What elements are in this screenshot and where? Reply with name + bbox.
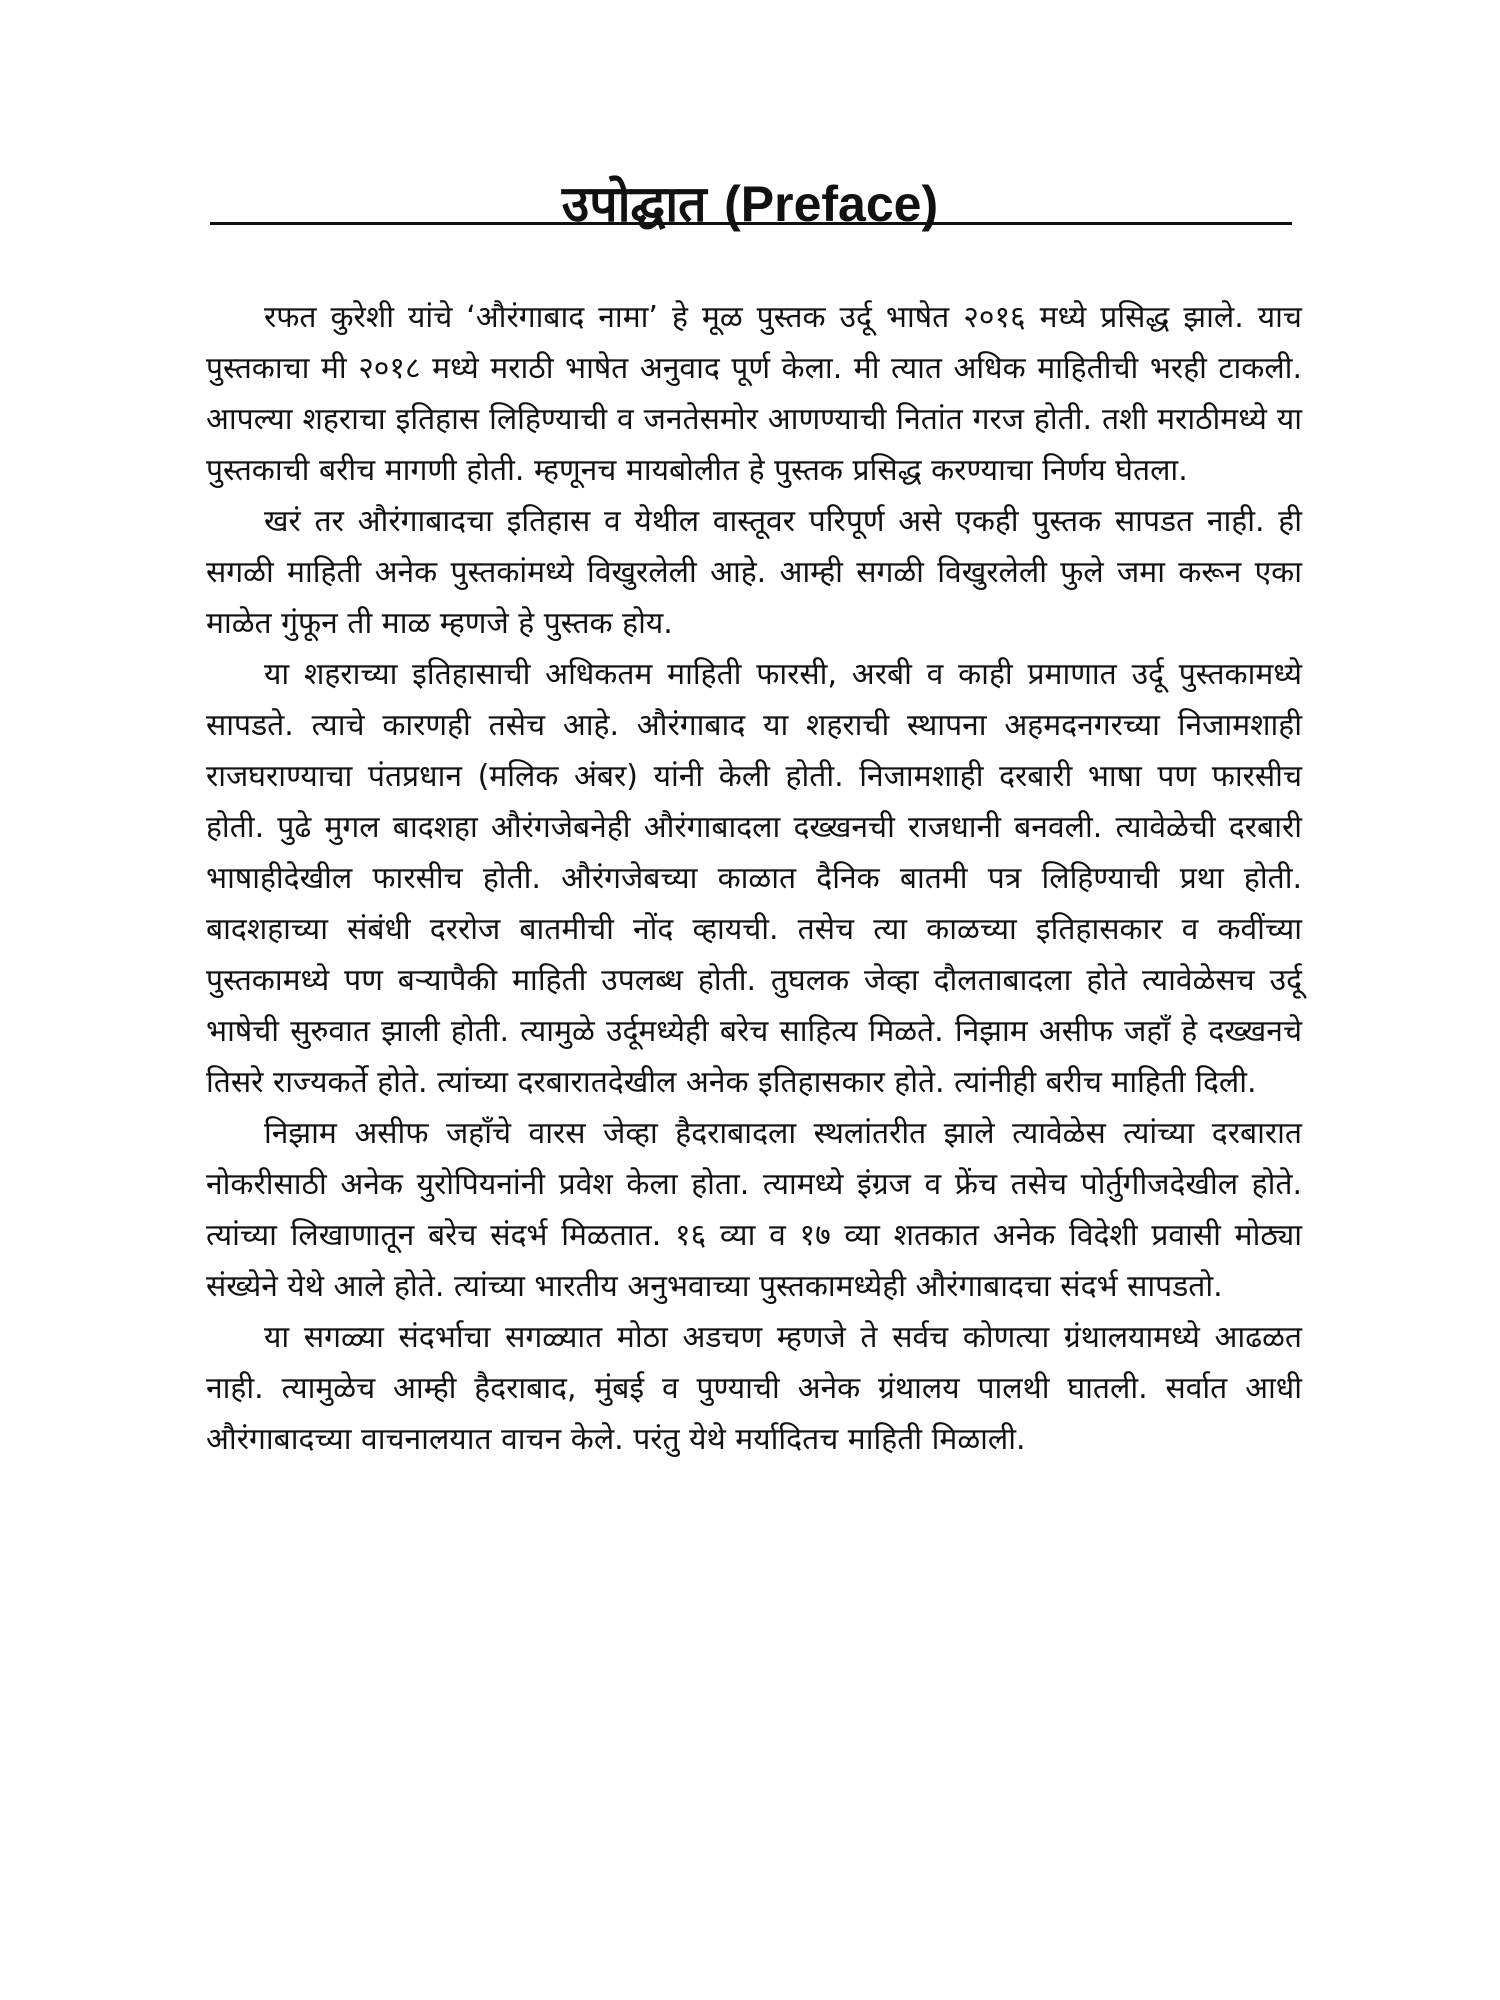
preface-body — [206, 292, 1302, 1465]
title-divider — [210, 222, 1292, 225]
paragraph: रफत कुरेशी यांचे ‘औरंगाबाद नामा’ हे मूळ पुस्तक उर्दू भाषेत २०१६ मध्ये प्रसिद्ध झाले. याच पुस्तकाचा मी २०१८ मध्ये मराठी भाषेत अनुवाद पूर्ण केला. मी त्यात अधिक माहितीची भरही टाकली. आपल्या शहराचा इतिहास लिहिण्याची व जनतेसमोर आणण्याची नितांत गरज होती. तशी मराठीमध्ये या पुस्तकाची बरीच मागणी होती. म्हणूनच मायबोलीत हे पुस्तक प्रसिद्ध करण्याचा निर्णय घेतला. — [206, 300, 1302, 488]
page-title — [0, 172, 1500, 236]
paragraph: निझाम असीफ जहाँचे वारस जेव्हा हैदराबादला स्थलांतरीत झाले त्यावेळेस त्यांच्या दरबारात नोकरीसाठी अनेक युरोपियनांनी प्रवेश केला होता. त्यामध्ये इंग्रज व फ्रेंच तसेच पोर्तुगीजदेखील होते. त्यांच्या लिखाणातून बरेच संदर्भ मिळतात. १६ व्या व १७ व्या शतकात अनेक विदेशी प्रवासी मोठ्या संख्येने येथे आले होते. त्यांच्या भारतीय अनुभवाच्या पुस्तकामध्येही औरंगाबादचा संदर्भ सापडतो. — [206, 1116, 1302, 1304]
paragraph: या शहराच्या इतिहासाची अधिकतम माहिती फारसी, अरबी व काही प्रमाणात उर्दू पुस्तकामध्ये सापडते. त्याचे कारणही तसेच आहे. औरंगाबाद या शहराची स्थापना अहमदनगरच्या निजामशाही राजघराण्याचा पंतप्रधान (मलिक अंबर) यांनी केली होती. निजामशाही दरबारी भाषा पण फारसीच होती. पुढे मुगल बादशहा औरंगजेबनेही औरंगाबादला दख्खनची राजधानी बनवली. त्यावेळेची दरबारी भाषाहीदेखील फारसीच होती. औरंगजेबच्या काळात दैनिक बातमी पत्र लिहिण्याची प्रथा होती. बादशहाच्या संबंधी दररोज बातमीची नोंद व्हायची. तसेच त्या काळच्या इतिहासकार व कवींच्या पुस्तकामध्ये पण बऱ्यापैकी माहिती उपलब्ध होती. तुघलक जेव्हा दौलताबादला होते त्यावेळेसच उर्दू भाषेची सुरुवात झाली होती. त्यामुळे उर्दूमध्येही बरेच साहित्य मिळते. निझाम असीफ जहाँ हे दख्खनचे तिसरे राज्यकर्ते होते. त्यांच्या दरबारातदेखील अनेक इतिहासकार होते. त्यांनीही बरीच माहिती दिली. — [206, 657, 1302, 1100]
title-marathi: उपोद्घात — [561, 174, 707, 233]
paragraph: खरं तर औरंगाबादचा इतिहास व येथील वास्तूवर परिपूर्ण असे एकही पुस्तक सापडत नाही. ही सगळी माहिती अनेक पुस्तकांमध्ये विखुरलेली आहे. आम्ही सगळी विखुरलेली फुले जमा करून एका माळेत गुंफून ती माळ म्हणजे हे पुस्तक होय. — [206, 504, 1302, 641]
title-english: (Preface) — [724, 175, 939, 232]
paragraph: या सगळ्या संदर्भाचा सगळ्यात मोठा अडचण म्हणजे ते सर्वच कोणत्या ग्रंथालयामध्ये आढळत नाही. त्यामुळेच आम्ही हैदराबाद, मुंबई व पुण्याची अनेक ग्रंथालय पालथी घातली. सर्वात आधी औरंगाबादच्या वाचनालयात वाचन केले. परंतु येथे मर्यादितच माहिती मिळाली. — [206, 1320, 1302, 1457]
